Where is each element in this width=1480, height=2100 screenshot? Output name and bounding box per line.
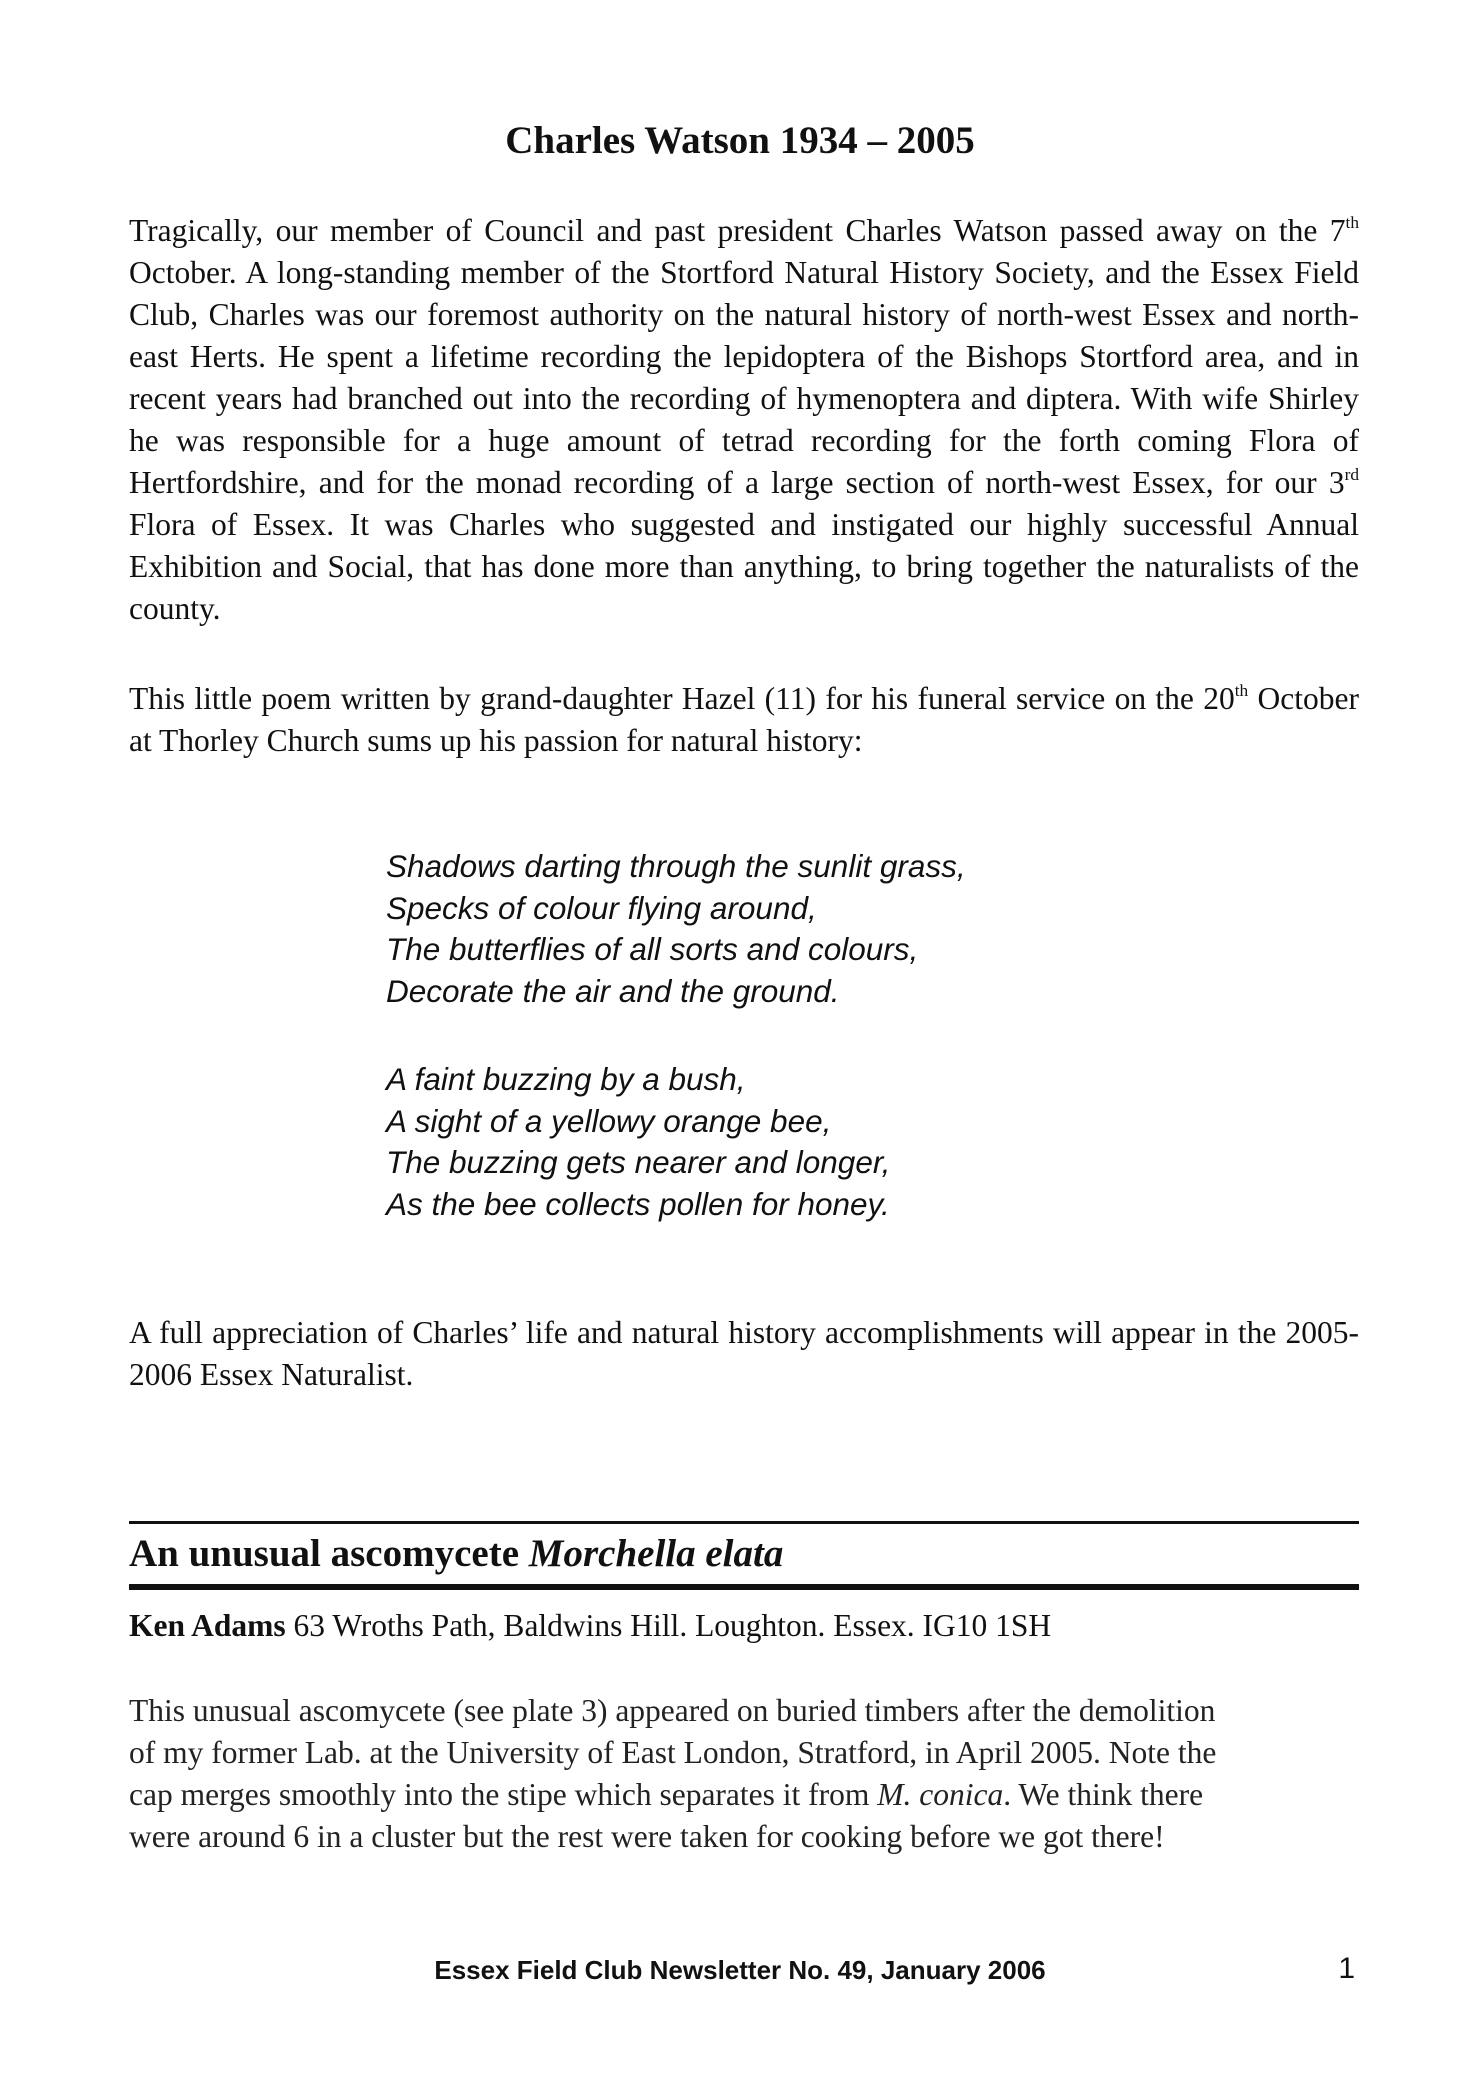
obituary-paragraph-2-part-b: October at Thorley Church sums up his passion for natural history:	[129, 681, 1359, 758]
article-title	[129, 1531, 783, 1576]
article-body-line: were around 6 in a cluster but the rest were taken for cooking before we got there!	[129, 1819, 1165, 1854]
article-author	[129, 1608, 1051, 1644]
article-title-species: Morchella elata	[528, 1532, 784, 1575]
obituary-paragraph-1-part-a: Tragically, our member of Council and past president Charles Watson passed away on the 7	[129, 213, 1346, 248]
poem-line: A sight of a yellowy orange bee,	[386, 1102, 832, 1139]
obituary-paragraph-2-part-a: This little poem written by grand-daughter Hazel (11) for his funeral service on the 20	[129, 681, 1235, 716]
obituary-title: Charles Watson 1934 – 2005	[505, 119, 975, 162]
ordinal-suffix: th	[1345, 213, 1359, 233]
section-divider-bottom	[129, 1584, 1359, 1590]
poem-stanza-2	[386, 1059, 1186, 1225]
species-name: M. conica	[877, 1777, 1004, 1812]
article-body-text: cap merges smoothly into the stipe which separates it from	[129, 1777, 878, 1812]
author-name: Ken Adams	[129, 1608, 286, 1643]
article-body-line: This unusual ascomycete (see plate 3) appeared on buried timbers after the demolition	[129, 1693, 1216, 1728]
obituary-paragraph-1	[129, 210, 1359, 630]
poem-line: The butterflies of all sorts and colours,	[386, 931, 919, 967]
poem-line: As the bee collects pollen for honey.	[386, 1185, 890, 1222]
poem-line: Shadows darting through the sunlit grass,	[386, 848, 966, 884]
article-body-text: . We think there	[1003, 1777, 1204, 1812]
article-body	[129, 1690, 1359, 1858]
poem-line: Specks of colour flying around,	[386, 889, 817, 926]
poem-line: Decorate the air and the ground.	[386, 972, 840, 1009]
ordinal-suffix: rd	[1344, 465, 1359, 485]
page-number: 1	[1338, 1952, 1355, 1985]
article-title-text: An unusual ascomycete	[129, 1532, 529, 1575]
obituary-paragraph-3: A full appreciation of Charles’ life and natural history accomplishments will appear in the 2005-2006 Essex Naturalist.	[129, 1315, 1359, 1392]
obituary-paragraph-2	[129, 678, 1359, 762]
ordinal-suffix: th	[1234, 681, 1249, 701]
poem-line: A faint buzzing by a bush,	[386, 1061, 746, 1097]
article-body-line	[129, 1774, 1359, 1816]
obituary-paragraph-1-part-c: Flora of Essex. It was Charles who suggested and instigated our highly successful Annual Exhibition and Social, that has done more than anything, to bring together the naturalists of the county.	[129, 507, 1359, 626]
article-body-line: of my former Lab. at the University of East London, Stratford, in April 2005. Note the	[129, 1735, 1217, 1770]
author-address: 63 Wroths Path, Baldwins Hill. Loughton. Essex. IG10 1SH	[285, 1608, 1052, 1643]
section-divider-top	[129, 1521, 1359, 1524]
page-footer: Essex Field Club Newsletter No. 49, January 2006	[434, 1955, 1046, 1985]
poem-stanza-1	[386, 846, 1186, 1012]
poem-line: The buzzing gets nearer and longer,	[386, 1144, 891, 1180]
obituary-paragraph-1-part-b: October. A long-standing member of the Stortford Natural History Society, and the Essex Field Club, Charles was our foremost authority on the natural history of north-west Essex and north-east Herts. He spent a lifetime recording the lepidoptera of the Bishops Stortford area, and in recent years had branched out into the recording of hymenoptera and diptera. With wife Shirley he was responsible for a huge amount of tetrad recording for the forth coming Flora of Hertfordshire, and for the monad recording of a large section of north-west Essex, for our 3	[129, 255, 1359, 500]
